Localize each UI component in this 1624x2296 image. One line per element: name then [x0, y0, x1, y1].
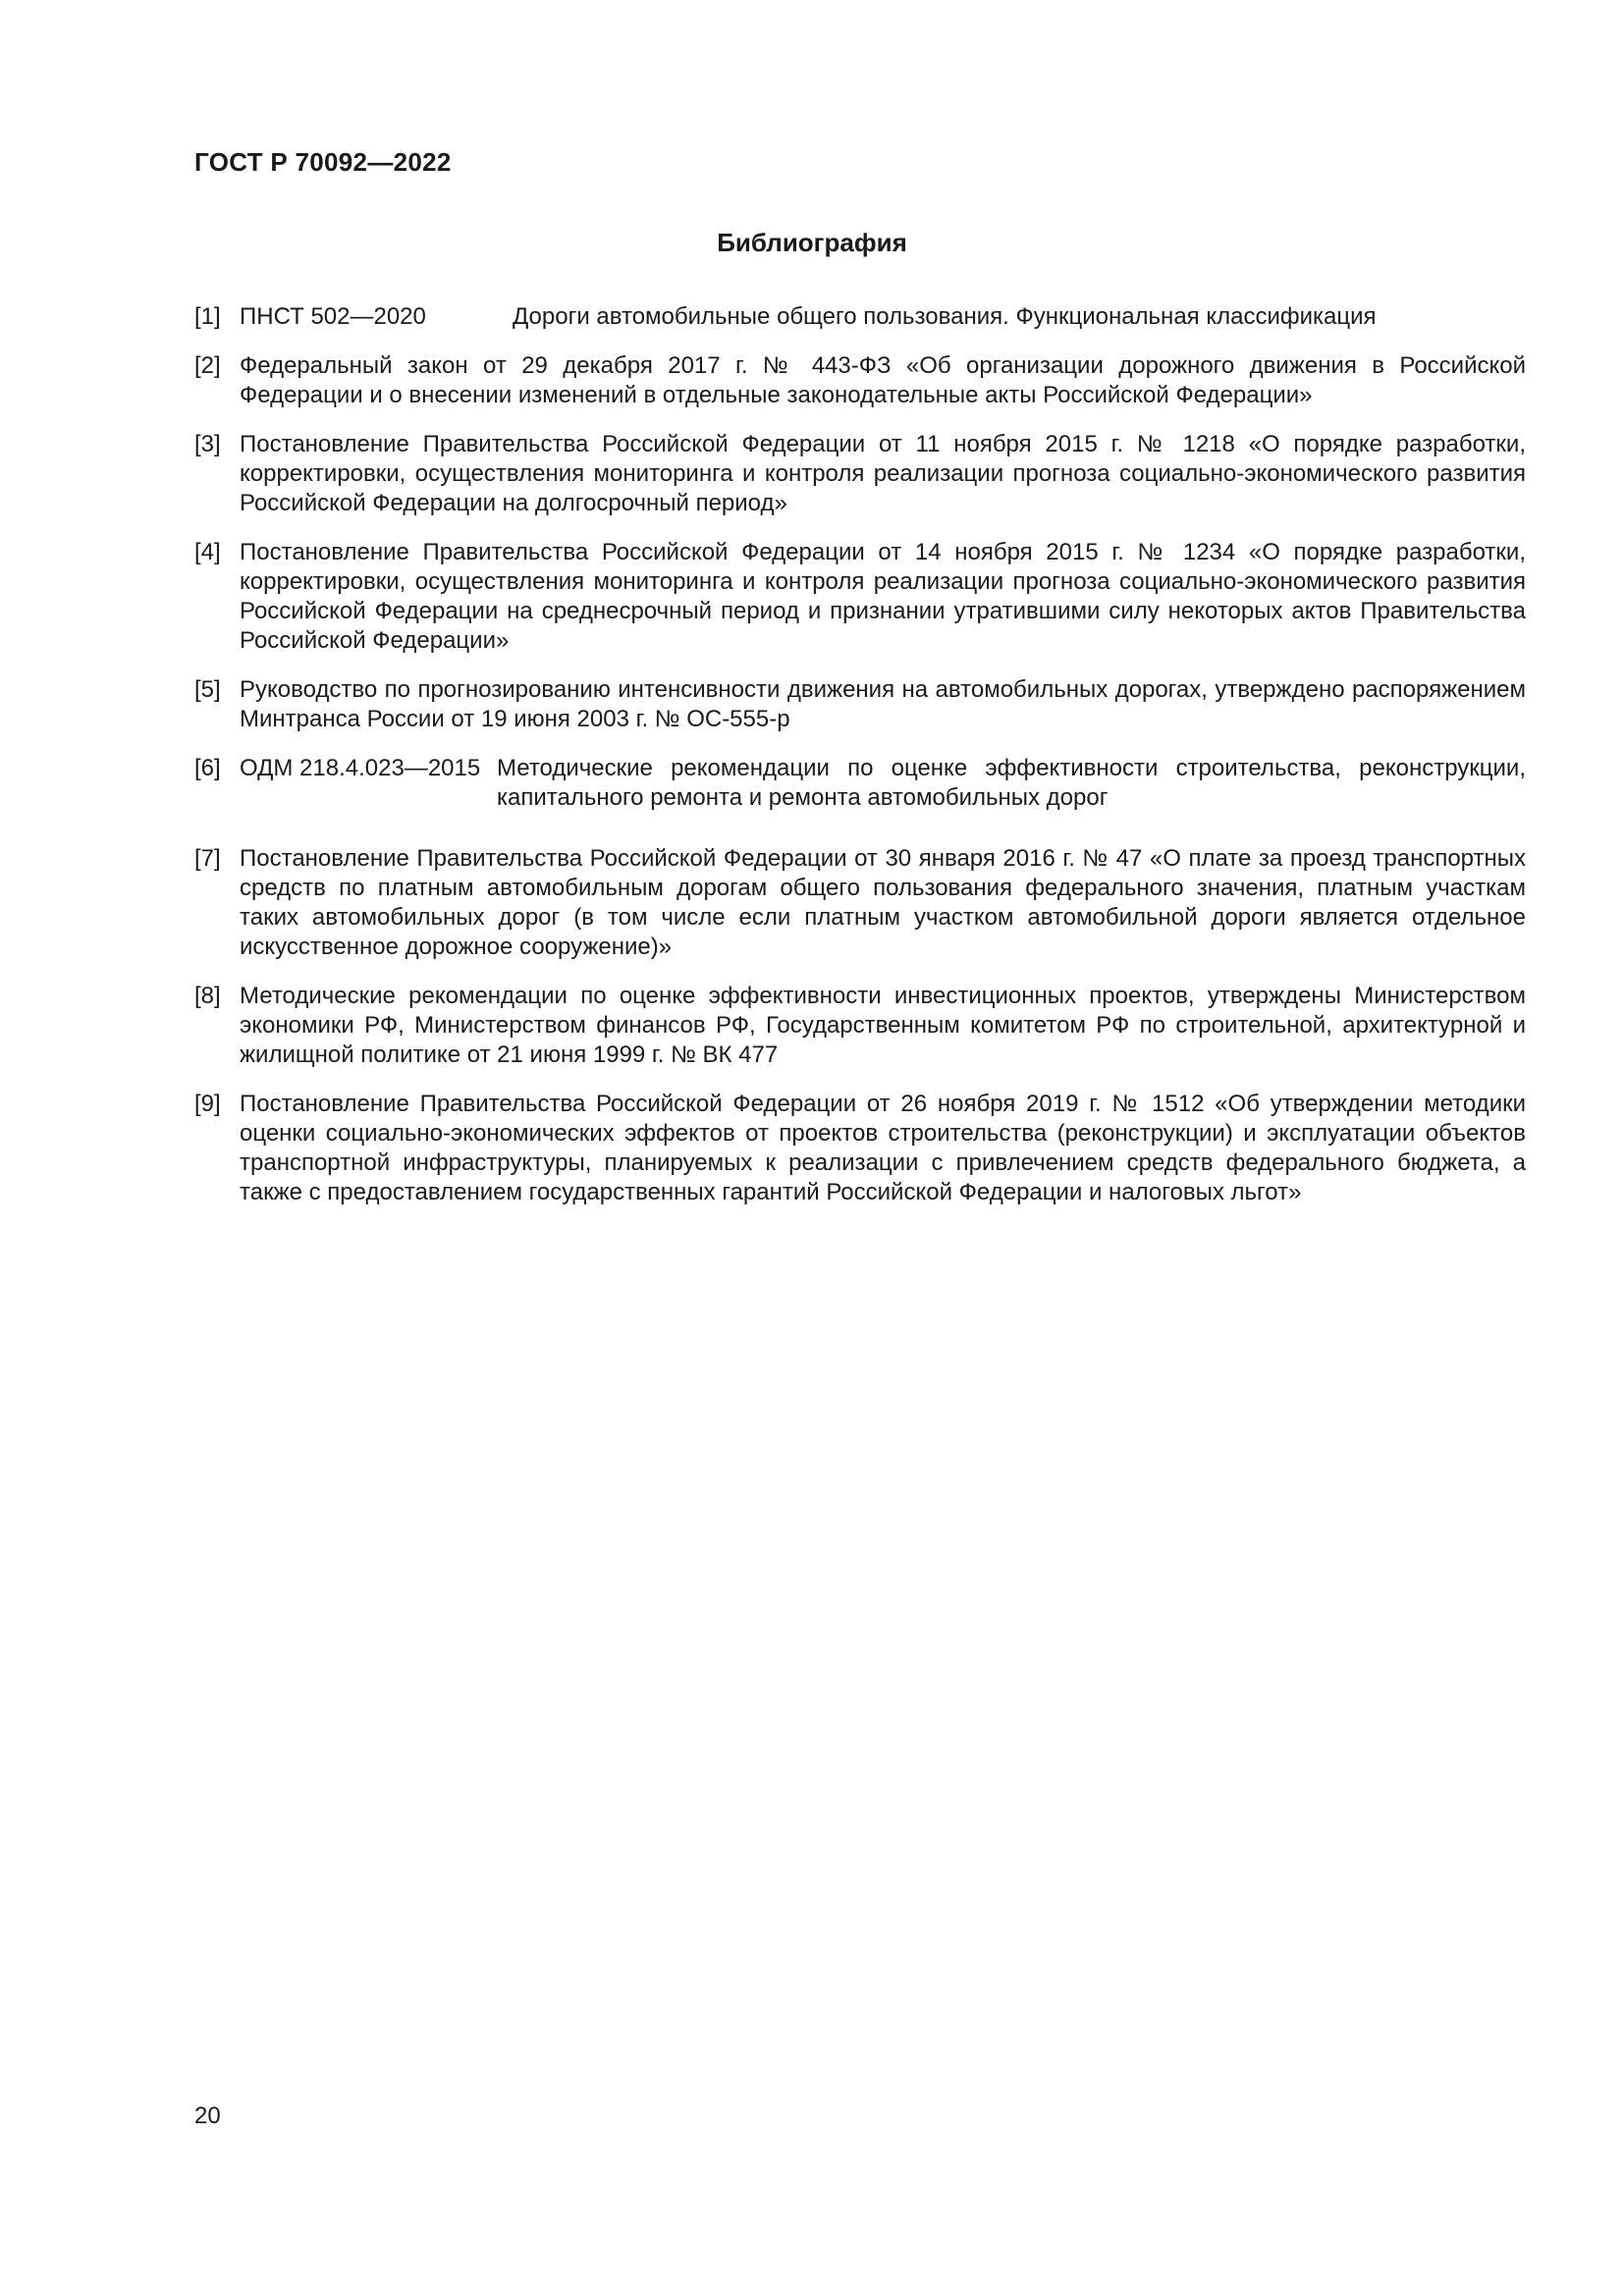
- entry-code: ПНСТ 502—2020: [240, 303, 426, 330]
- entry-number: [6]: [194, 755, 221, 781]
- entry-text: Дороги автомобильные общего пользования. Функциональная классификация: [513, 303, 1377, 330]
- entry-text: Методические рекомендации по оценке эффективности инвестиционных проектов, утверждены Министерством экономики РФ, Министерством финансов РФ, Государственным комитетом РФ по строительной, архитектурной и жилищной политике от 21 июня 1999 г. № ВК 477: [240, 983, 1526, 1068]
- bibliography-entry-6: [194, 754, 1526, 813]
- bibliography-entry-4: [194, 538, 1526, 656]
- entry-number: [2]: [194, 352, 221, 379]
- entry-code: ОДМ 218.4.023—2015: [240, 755, 481, 781]
- bibliography-list: [194, 302, 1526, 1227]
- bibliography-entry-1: [194, 302, 1526, 332]
- entry-text: Постановление Правительства Российской Федерации от 14 ноября 2015 г. № 1234 «О порядке разработки, корректировки, осуществления мониторинга и контроля реализации прогноза социально-экономического развития Российской Федерации на среднесрочный период и признании утратившими силу некоторых актов Правительства Российской Федерации»: [240, 539, 1526, 654]
- entry-number: [5]: [194, 676, 221, 703]
- entry-text: Постановление Правительства Российской Федерации от 30 января 2016 г. № 47 «О плате за проезд транспортных средств по платным автомобильным дорогам общего пользования федерального значения, платным участкам таких автомобильных дорог (в том числе если платным участком автомобильной дороги является отдельное искусственное дорожное сооружение)»: [240, 845, 1526, 960]
- bibliography-entry-8: [194, 982, 1526, 1070]
- document-header: ГОСТ Р 70092—2022: [194, 147, 452, 177]
- bibliography-title: Библиография: [717, 228, 907, 257]
- bibliography-entry-3: [194, 430, 1526, 518]
- entry-number: [1]: [194, 303, 221, 330]
- page-number: 20: [194, 2103, 221, 2129]
- entry-text: Руководство по прогнозированию интенсивности движения на автомобильных дорогах, утверждено распоряжением Минтранса России от 19 июня 2003 г. № ОС-555-р: [240, 676, 1526, 732]
- entry-number: [7]: [194, 845, 221, 872]
- entry-number: [9]: [194, 1091, 221, 1117]
- entry-number: [3]: [194, 431, 221, 457]
- entry-text: Методические рекомендации по оценке эффективности строительства, реконструкции, капитального ремонта и ремонта автомобильных дорог: [497, 755, 1526, 811]
- entry-number: [4]: [194, 539, 221, 565]
- entry-number: [8]: [194, 983, 221, 1009]
- bibliography-entry-2: [194, 351, 1526, 410]
- bibliography-entry-9: [194, 1090, 1526, 1207]
- bibliography-entry-5: [194, 675, 1526, 734]
- entry-text: Постановление Правительства Российской Федерации от 26 ноября 2019 г. № 1512 «Об утверждении методики оценки социально-экономических эффектов от проектов строительства (реконструкции) и эксплуатации объектов транспортной инфраструктуры, планируемых к реализации с привлечением средств федерального бюджета, а также с предоставлением государственных гарантий Российской Федерации и налоговых льгот»: [240, 1091, 1526, 1205]
- entry-text: Постановление Правительства Российской Федерации от 11 ноября 2015 г. № 1218 «О порядке разработки, корректировки, осуществления мониторинга и контроля реализации прогноза социально-экономического развития Российской Федерации на долгосрочный период»: [240, 431, 1526, 516]
- bibliography-entry-7: [194, 844, 1526, 962]
- entry-text: Федеральный закон от 29 декабря 2017 г. № 443-ФЗ «Об организации дорожного движения в Российской Федерации и о внесении изменений в отдельные законодательные акты Российской Федерации»: [240, 352, 1526, 408]
